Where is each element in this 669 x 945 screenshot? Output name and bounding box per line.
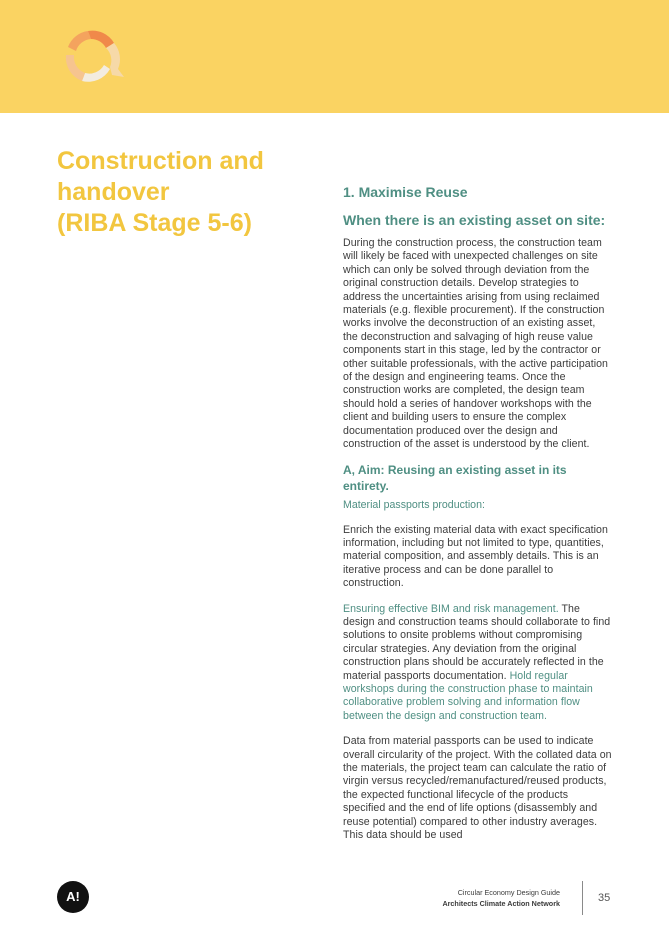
passports-paragraph: Enrich the existing material data with exact specification information, including but not limited to type, quantities, material composition, and assembly details. This is an iterative process and can be done parallel to construction. — [343, 523, 608, 590]
content-heading: 1. Maximise Reuse — [343, 184, 468, 200]
bim-highlight: Hold regular workshops during the construction phase to maintain collaborative problem solving and information flow between the design and construction team. — [343, 669, 593, 722]
header-band — [0, 0, 669, 113]
page-number: 35 — [598, 892, 611, 904]
bim-lead: Ensuring effective BIM and risk management. — [343, 602, 559, 615]
footer-organisation: Architects Climate Action Network — [442, 899, 560, 908]
footer-text — [442, 887, 560, 909]
content-subheading: When there is an existing asset on site: — [343, 212, 606, 228]
footer-divider — [582, 881, 583, 915]
passports-label: Material passports production: — [343, 498, 485, 511]
bim-paragraph — [343, 603, 613, 724]
section-title-line-3: (RIBA Stage 5-6) — [57, 209, 252, 237]
section-title-line-1: Construction and — [57, 147, 264, 175]
bim-body: The design and construction teams should collaborate to find solutions to onsite problems without compromising circular strategies. Any deviation from the original construction plans should be accurately reflected in the material passports documentation. — [343, 602, 611, 682]
intro-paragraph: During the construction process, the construction team will likely be faced with unexpected challenges on site which can only be solved through deviation from the original construction details. Develop strategies to address the uncertainties arising from using reclaimed materials (e.g. flexible procurement). If the construction works involve the deconstruction of an existing asset, the deconstruction and salvaging of high reuse value components start in this stage, led by the contractor or other suitable professionals, with the active participation of the design and engineering teams. Once the construction works are completed, the design team should hold a series of handover workshops with the client and building users to ensure the complex documentation produced over the design and construction of the asset is understood by the client. — [343, 237, 608, 451]
acan-badge-logo: A! — [57, 881, 89, 913]
circular-arrows-logo-icon — [54, 25, 128, 87]
main-content — [343, 180, 613, 849]
section-title — [57, 146, 317, 239]
section-title-line-2: handover — [57, 178, 170, 206]
data-paragraph: Data from material passports can be used to indicate overall circularity of the project. With the collated data on the materials, the project team can calculate the ratio of virgin versus recycled/remanufactured/reused products, the expected functional lifecycle of the products specified and the end of life options (disassembly and reuse potential) compared to other industry averages. This data should be used — [343, 735, 612, 842]
aim-heading: A, Aim: Reusing an existing asset in its entirety. — [343, 462, 567, 493]
footer-guide-title: Circular Economy Design Guide — [457, 888, 560, 897]
